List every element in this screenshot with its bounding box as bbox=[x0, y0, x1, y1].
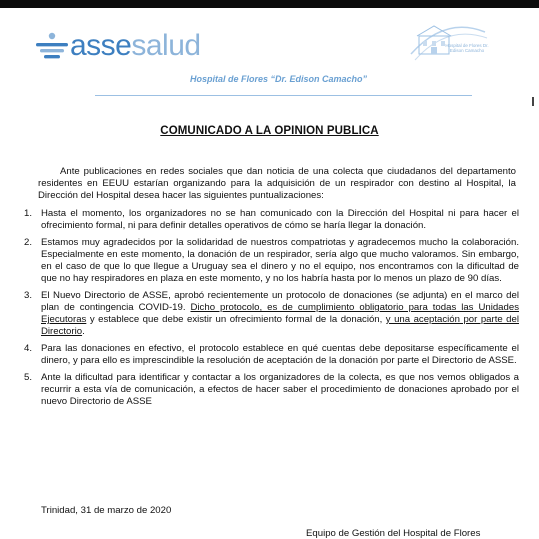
document-title: COMUNICADO A LA OPINION PUBLICA bbox=[160, 125, 379, 137]
underlined-text: Dicho protocolo, es de cumplimiento obligatorio para todas las Unidades Ejecutoras bbox=[41, 302, 519, 325]
item-number: 5. bbox=[24, 372, 33, 383]
list-item bbox=[0, 343, 539, 367]
list-item bbox=[0, 290, 539, 338]
top-dark-band bbox=[0, 0, 539, 8]
signature-line: Equipo de Gestión del Hospital de Flores bbox=[306, 528, 481, 539]
hospital-building-icon bbox=[405, 14, 490, 66]
item-text: Para las donaciones en efectivo, el protocolo establece en qué cuentas debe depositarse específicamente el dinero, y para ello es imprescindible la resolución de aceptación de la donación por parte el Directorio de ASSE. bbox=[41, 343, 519, 366]
item-text-part: . bbox=[82, 326, 85, 337]
item-text: Estamos muy agradecidos por la solidaridad de nuestros compatriotas y agradecemos mucho la colaboración. Especialmente en este momento, la donación de un respirador, sería algo que mucho valoramos. Sin embargo, en el caso de que lo que llegue a Uruguay sea el dinero y no el equipo, nos encontramos con la dificultad de que no hay respiradores en plaza en este momento, y no los habría hasta por lo menos un plazo de 90 días. bbox=[41, 237, 519, 284]
asse-salud-logo bbox=[34, 28, 201, 64]
asse-logo-icon bbox=[34, 31, 70, 61]
edge-mark bbox=[532, 97, 534, 106]
document-date: Trinidad, 31 de marzo de 2020 bbox=[41, 505, 172, 516]
item-number: 2. bbox=[24, 237, 33, 248]
hospital-name: Hospital de Flores “Dr. Edison Camacho” bbox=[189, 74, 368, 84]
logo-text-asse: asse bbox=[70, 29, 132, 62]
item-text: Hasta el momento, los organizadores no se han comunicado con la Dirección del Hospital ni para hacer el ofrecimiento formal, ni para definir detalles operativos de cómo se haría llegar la donación. bbox=[41, 208, 519, 231]
crest-caption: Hospital de Flores Dr. Edison Camacho bbox=[445, 43, 489, 53]
intro-paragraph: Ante publicaciones en redes sociales que dan noticia de una colecta que ciudadanos del departamento residentes en EEUU estarían organizando para la adquisición de un respirador con destino al Hospital, la Dirección del Hospital desea hacer las siguientes puntualizaciones: bbox=[38, 166, 516, 201]
underlined-text: y una aceptación por parte del Directorio bbox=[41, 314, 519, 337]
header-divider bbox=[95, 95, 472, 96]
logo-text-salud: salud bbox=[131, 29, 201, 62]
item-text-part: El Nuevo Directorio de ASSE, aprobó recientemente un protocolo de donaciones (se adjunta) en el marco del plan de contingencia COVID-19. bbox=[41, 290, 519, 313]
item-text bbox=[41, 290, 519, 338]
item-number: 3. bbox=[24, 290, 33, 301]
list-item bbox=[0, 208, 539, 232]
points-list bbox=[0, 208, 539, 408]
item-text: Ante la dificultad para identificar y contactar a los organizadores de la colecta, es que nos vemos obligados a recurrir a esta vía de comunicación, a efectos de hacer saber el procedimiento de donaciones aprobado por el nuevo Directorio de ASSE bbox=[41, 372, 519, 407]
item-text-part: y establece que debe existir un ofrecimiento formal de la donación, bbox=[86, 314, 386, 325]
list-item bbox=[0, 237, 539, 285]
item-number: 1. bbox=[24, 208, 33, 219]
item-number: 4. bbox=[24, 343, 33, 354]
list-item bbox=[0, 372, 539, 408]
